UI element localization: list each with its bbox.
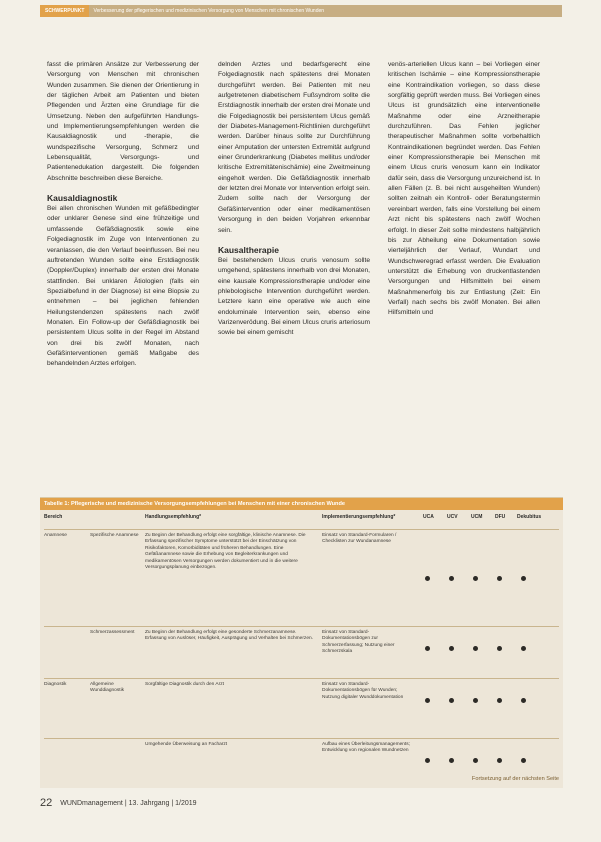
row-implementation: Einsatz von Standard-Formularen / Checklisten zur Wundanamnese — [322, 533, 397, 545]
heading-kausaldiagnostik: Kausaldiagnostik — [47, 193, 118, 204]
paragraph: fasst die primären Ansätze zur Verbesserung der Versorgung von Menschen mit chronischen Wunden zusammen. Sie dienen der Orientierung in der täglichen Arbeit am Patienten und bieten Pflegenden und Ärzten eine Grundlage für die Umsetzung. Neben den aufgeführten Handlungs- und Implementierungsempfehlungen werden die Kausaldiagnostik und -therapie, die wundspezifische Versorgung, Schmerz und Lebensqualität, Versorgungs- und Patientenedukation dargestellt. Die folgenden Abschnitte beschreiben diese Bereiche. — [47, 61, 199, 182]
mark-dot — [473, 758, 478, 763]
table-divider — [44, 626, 559, 627]
mark-dot — [497, 646, 502, 651]
column-header: DFU — [495, 514, 506, 520]
table-caption: Tabelle 1: Pflegerische und medizinische Versorgungsempfehlungen bei Menschen mit einer chronischen Wunde — [40, 498, 563, 510]
row-subarea: Schmerzassessment — [90, 630, 135, 635]
section-subtitle: Verbesserung der pflegerischen und medizinischen Versorgung von Menschen mit chronischen Wunden — [93, 8, 325, 14]
section-tag: SCHWERPUNKT — [40, 5, 89, 17]
row-area: Anamnese — [44, 533, 67, 538]
mark-dot — [497, 758, 502, 763]
text-column-2 — [218, 60, 370, 339]
column-header: Handlungsempfehlung* — [145, 514, 202, 520]
journal-info: WUNDmanagement | 13. Jahrgang | 1/2019 — [60, 799, 197, 807]
section-banner — [40, 5, 562, 17]
row-subarea: Spezifische Anamnese — [90, 533, 139, 538]
row-subarea: Allgemeine Wunddiagnostik — [90, 682, 125, 694]
row-implementation: Aufbau eines Überleitungsmanagements; Entwicklung von regionalen Wundnetzen — [322, 742, 410, 754]
table-divider — [44, 738, 559, 739]
mark-dot — [473, 576, 478, 581]
text-column-3 — [388, 60, 540, 319]
mark-dot — [425, 576, 430, 581]
mark-dot — [449, 646, 454, 651]
column-header: Dekubitus — [517, 514, 542, 520]
page-footer — [40, 797, 197, 809]
text-column-1 — [47, 60, 199, 370]
table-divider — [44, 678, 559, 679]
mark-dot — [449, 576, 454, 581]
mark-dot — [473, 646, 478, 651]
paragraph: Bei bestehendem Ulcus cruris venosum sollte umgehend, spätestens innerhalb von drei Monaten, eine kausale Kompressionstherapie und/oder eine phlebologische Intervention durchgeführt werden. Letztere kann eine operative wie auch eine endoluminale Intervention sein, ebenso eine Varizenverödung. Bei einem Ulcus cruris arteriosum sowie bei einem gemischt — [218, 256, 370, 337]
mark-dot — [521, 646, 526, 651]
paragraph: delnden Arztes und bedarfsgerecht eine Folgediagnostik nach spätestens drei Monaten durchgeführt werden. Bei Patienten mit neu aufgetretenen diabetischem Fußsyndrom sollte die Erstdiagnostik innerhalb der ersten drei Monate und die Folgediagnostik bei persistentem Ulcus gemäß der Diabetes-Management-Richtlinien durchgeführt werden. Darüber hinaus sollte zur Durchführung einer Amputation der untersten Extremität aufgrund einer Grunderkrankung (Diabetes mellitus und/oder kritische Extremitätenischämie) eine Zweitmeinung eingeholt werden. Die Gefäßdiagnostik innerhalb der letzten drei Monate vor Intervention erfolgt sein. Zudem sollte nach der Versorgung der Gefäßintervention oder einer medikamentösen Versorgung in den beiden Vorjahren erkennbar sein. — [218, 61, 370, 234]
row-area: Diagnostik — [44, 682, 67, 687]
row-action: Sorgfältige Diagnostik durch den Arzt — [145, 682, 224, 687]
mark-dot — [473, 698, 478, 703]
mark-dot — [449, 758, 454, 763]
mark-dot — [521, 576, 526, 581]
row-implementation: Einsatz von Standard-Dokumentationsbögen für Wunden; Nutzung digitaler Wunddokumentation — [322, 682, 404, 700]
mark-dot — [425, 698, 430, 703]
column-header: UCA — [423, 514, 434, 520]
mark-dot — [521, 698, 526, 703]
row-action: Zu Beginn der Behandlung erfolgt eine gesonderte Schmerzanamnese. Erfassung von Auslöser, Häufigkeit, Ausprägung und Verhalten bei Schmerzen. — [145, 630, 313, 642]
paragraph: venös-arteriellen Ulcus kann – bei Vorliegen einer kritischen Ischämie – eine Kompressionstherapie eine Kontraindikation vorliegen, so dass diese sorgfältig geprüft werden muss. Bei Vorliegen eines Ulcus ist grundsätzlich eine interventionelle Maßnahme oder eine Arzneitherapie durchzuführen. Das Fehlen jeglicher therapeutischer Maßnahmen sollte vorbehaltlich Kontraindikationen begründet werden. Das Fehlen einer Kompressionstherapie bei Menschen mit einem Ulcus cruris venosum kann ein Indikator dafür sein, dass die Versorgung unzureichend ist. In allen Fällen (z. B. bei nicht ausgeheilten Wunden) sollten zeitnah ein Kontroll- oder Beratungstermin vereinbart werden, falls eine Vorstellung bei einem Arzt nicht bis spätestens nach zwölf Wochen erfolgt. In dieser Zeit sollte mindestens halbjährlich bis zur Abheilung eine Dokumentation sowie vierteljährlich der Verlauf, Wundart und Wundschweregrad erfasst werden. Die Evaluation unterstützt die Erhebung von druckentlastenden Versorgungen und Hilfsmitteln bei einem Maßnahmenerfolg bis zur Entlastung (Zeit: Ein Verfall) nach sechs bis zwölf Monaten. Bei allen Hilfsmitteln und — [388, 61, 540, 317]
mark-dot — [521, 758, 526, 763]
column-header: UCV — [447, 514, 458, 520]
column-header: Implementierungsempfehlung* — [322, 514, 396, 520]
mark-dot — [497, 698, 502, 703]
mark-dot — [425, 758, 430, 763]
continuation-note: Fortsetzung auf der nächsten Seite — [471, 776, 559, 782]
heading-kausaltherapie: Kausaltherapie — [218, 244, 279, 255]
row-action: Umgehende Überweisung an Facharzt — [145, 742, 228, 747]
care-table — [40, 497, 563, 788]
column-header: UCM — [471, 514, 483, 520]
mark-dot — [449, 698, 454, 703]
paragraph: Bei allen chronischen Wunden mit gefäßbedingter oder unklarer Genese sind eine frühzeitige und umfassende Gefäßdiagnostik sowie eine Folgediagnostik im Zuge von Interventionen zu veranlassen, die den Verlauf beeinflussen. Bei neu auftretenden Wunden sollte eine Erstdiagnostik (Doppler/Duplex) innerhalb der ersten drei Monate stattfinden. Bei unklaren Ätiologien (falls ein Spezialbefund in der Diagnose) ist eine Biopsie zu entnehmen – bei jeglichen fehlenden Heilungstendenzen spätestens nach zwölf Monaten. Ein Follow-up der Gefäßdiagnostik bei persistentem Ulcus sollte in der Regel im Abstand von drei bis zwölf Monaten, nach Gefäßinterventionen gemäß Maßgabe des behandelnden Arztes erfolgen. — [47, 205, 199, 368]
table-divider — [44, 529, 559, 530]
row-implementation: Einsatz von Standard-Dokumentationsbögen zur Schmerzerfassung; Nutzung einer Schmerzskala — [322, 630, 395, 655]
mark-dot — [497, 576, 502, 581]
column-header: Bereich — [44, 514, 63, 520]
mark-dot — [425, 646, 430, 651]
page-number: 22 — [40, 797, 53, 809]
row-action: Zu Beginn der Behandlung erfolgt eine sorgfältige, klinische Anamnese. Die Erfassung spezifischer Symptome unterstützt bei der Einschätzung von Risikofaktoren, Komorbiditäten und früheren Behandlungen. Eine Gefäßanamnese sowie die Erhebung von Begleiterkrankungen und medikamentösen Versorgungen werden dokumentiert und in die weitere Versorgungsplanung einbezogen. — [145, 533, 306, 571]
